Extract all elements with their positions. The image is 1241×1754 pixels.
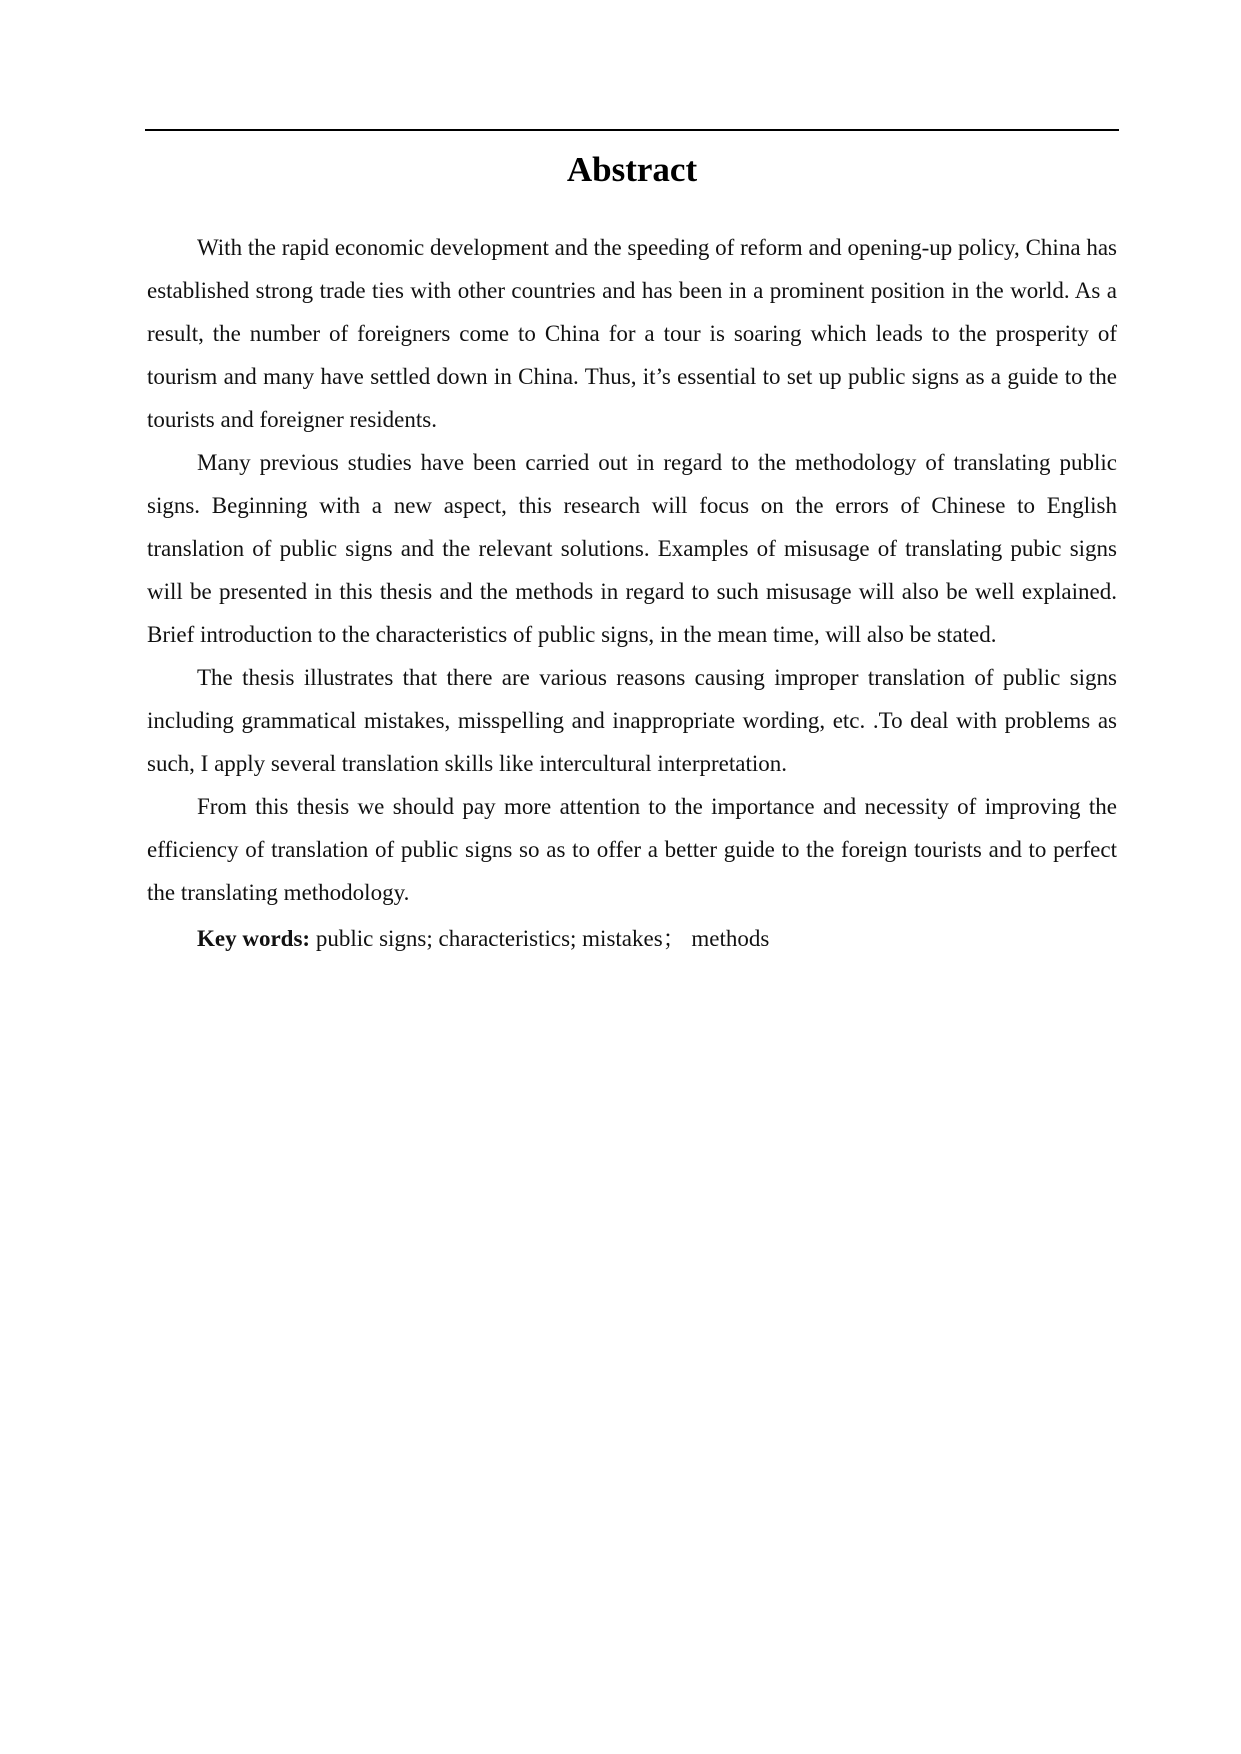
abstract-paragraph-3: The thesis illustrates that there are various reasons causing improper translation of public signs including grammatical mistakes, misspelling and inappropriate wording, etc. .To deal with problems as such, I apply several translation skills like intercultural interpretation.	[147, 665, 1117, 776]
abstract-body	[147, 226, 1117, 960]
page-title: Abstract	[566, 150, 698, 189]
header-rule	[145, 129, 1119, 131]
keywords-text: public signs; characteristics; mistakes； methods	[310, 926, 770, 951]
abstract-paragraph-4: From this thesis we should pay more attention to the importance and necessity of improving the efficiency of translation of public signs so as to offer a better guide to the foreign tourists and to perfect the translating methodology.	[147, 794, 1117, 905]
abstract-paragraph-1: With the rapid economic development and the speeding of reform and opening-up policy, China has established strong trade ties with other countries and has been in a prominent position in the world. As a result, the number of foreigners come to China for a tour is soaring which leads to the prosperity of tourism and many have settled down in China. Thus, it’s essential to set up public signs as a guide to the tourists and foreigner residents.	[147, 235, 1117, 432]
abstract-paragraph-2: Many previous studies have been carried out in regard to the methodology of translating public signs. Beginning with a new aspect, this research will focus on the errors of Chinese to English translation of public signs and the relevant solutions. Examples of misusage of translating pubic signs will be presented in this thesis and the methods in regard to such misusage will also be well explained. Brief introduction to the characteristics of public signs, in the mean time, will also be stated.	[147, 450, 1117, 647]
keywords-label: Key words:	[197, 926, 311, 951]
keywords-line	[147, 917, 1117, 960]
